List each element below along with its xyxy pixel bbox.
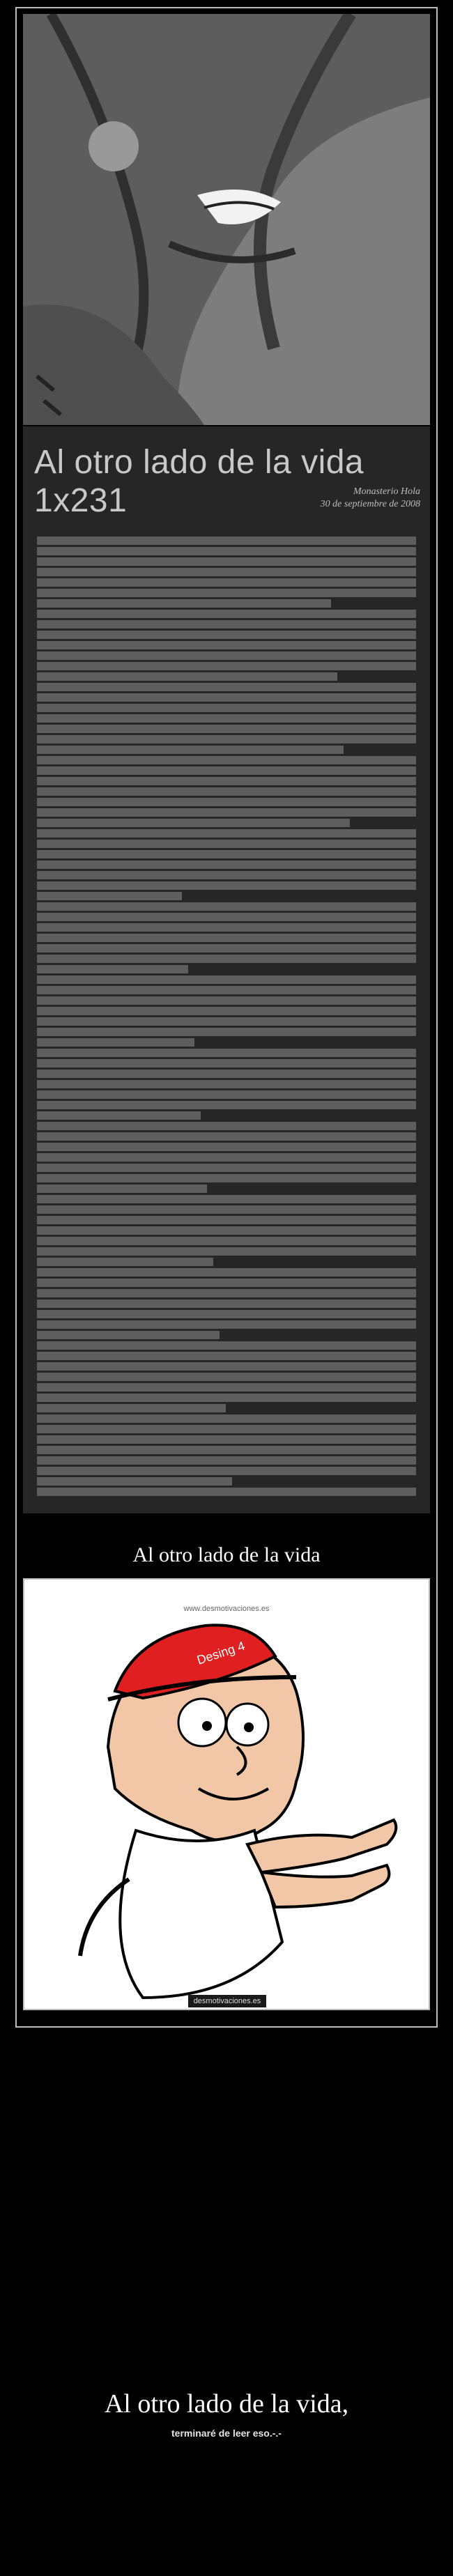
- story-text-line: [37, 1237, 416, 1245]
- story-text-line: [37, 1017, 416, 1026]
- story-text-line: [37, 996, 416, 1005]
- story-text-line: [37, 1195, 416, 1203]
- story-text-line: [37, 1205, 416, 1214]
- story-text-line: [37, 1226, 416, 1235]
- story-text-line: [37, 1049, 416, 1057]
- story-text-line: [37, 547, 416, 555]
- story-text-line: [37, 1331, 220, 1339]
- story-text-line: [37, 808, 416, 817]
- story-text-line: [37, 725, 416, 733]
- story-text-block: [23, 524, 430, 1513]
- story-text-line: [37, 1352, 416, 1360]
- story-text-line: [37, 1007, 416, 1015]
- story-text-line: [37, 1174, 416, 1182]
- story-text-line: [37, 1467, 416, 1475]
- story-text-line: [37, 1070, 416, 1078]
- story-text-line: [37, 1247, 416, 1256]
- story-text-line: [37, 1404, 226, 1412]
- story-text-line: [37, 693, 416, 702]
- story-text-line: [37, 672, 337, 681]
- story-text-line: [37, 1341, 416, 1350]
- meme-frame: [23, 1578, 430, 2010]
- story-text-line: [37, 1289, 416, 1297]
- svg-text:Desing 4: Desing 4: [195, 1638, 247, 1667]
- story-text-line: [37, 746, 344, 754]
- story-text-line: [37, 1279, 416, 1287]
- story-text-line: [37, 610, 416, 618]
- story-text-line: [37, 1373, 416, 1381]
- story-text-line: [37, 840, 416, 848]
- meme-character-illustration: [24, 1580, 429, 2009]
- story-text-line: [37, 955, 416, 963]
- story-text-line: [37, 1038, 194, 1047]
- story-text-line: [37, 902, 416, 911]
- story-text-line: [37, 589, 416, 597]
- zombie-illustration: [23, 14, 430, 425]
- story-text-line: [37, 986, 416, 994]
- story-text-line: [37, 1122, 416, 1130]
- story-text-line: [37, 714, 416, 723]
- story-title: Al otro lado de la vida 1x231: [34, 444, 364, 519]
- story-text-line: [37, 651, 416, 660]
- story-text-line: [37, 704, 416, 712]
- story-text-line: [37, 798, 416, 806]
- story-text-line: [37, 829, 416, 838]
- caption-title: Al otro lado de la vida: [132, 1543, 321, 1566]
- story-text-line: [37, 1111, 201, 1120]
- story-text-line: [37, 975, 416, 984]
- story-text-line: [37, 777, 416, 785]
- story-text-line: [37, 1383, 416, 1391]
- story-date: 30 de septiembre de 2008: [320, 499, 420, 509]
- story-text-line: [37, 1299, 416, 1308]
- site-url: www.desmotivaciones.es: [183, 1605, 270, 1613]
- story-text-line: [37, 1059, 416, 1067]
- story-text-line: [37, 934, 416, 942]
- story-text-line: [37, 913, 416, 921]
- story-text-line: [37, 1320, 416, 1329]
- footer-title: Al otro lado de la vida,: [104, 2389, 349, 2419]
- story-text-line: [37, 537, 416, 545]
- story-text-line: [37, 944, 416, 952]
- story-text-line: [37, 1216, 416, 1224]
- story-text-line: [37, 1435, 416, 1444]
- story-text-line: [37, 1132, 416, 1141]
- story-text-line: [37, 861, 416, 869]
- story-text-line: [37, 881, 416, 890]
- watermark: desmotivaciones.es: [188, 1995, 266, 2007]
- story-text-line: [37, 1394, 416, 1402]
- story-text-line: [37, 1477, 232, 1486]
- story-text-line: [37, 641, 416, 649]
- story-text-line: [37, 1101, 416, 1109]
- story-header: [23, 426, 430, 524]
- footer-subtitle: terminaré de leer eso.-.-: [171, 2428, 282, 2439]
- story-text-line: [37, 557, 416, 566]
- story-text-line: [37, 1425, 416, 1433]
- story-text-line: [37, 766, 416, 775]
- story-text-line: [37, 683, 416, 691]
- story-text-line: [37, 1153, 416, 1162]
- story-text-line: [37, 1310, 416, 1318]
- story-text-line: [37, 1080, 416, 1088]
- story-text-line: [37, 568, 416, 576]
- story-text-line: [37, 892, 182, 900]
- story-text-line: [37, 599, 331, 608]
- story-text-line: [37, 965, 188, 973]
- story-text-line: [37, 871, 416, 879]
- story-text-line: [37, 787, 416, 796]
- story-text-line: [37, 1414, 416, 1423]
- story-text-line: [37, 1164, 416, 1172]
- story-text-line: [37, 1028, 416, 1036]
- story-text-line: [37, 756, 416, 764]
- story-text-line: [37, 1185, 207, 1193]
- story-text-line: [37, 1143, 416, 1151]
- story-text-line: [37, 850, 416, 858]
- story-text-line: [37, 662, 416, 670]
- story-text-line: [37, 1268, 416, 1277]
- story-text-line: [37, 1446, 416, 1454]
- story-author: Monasterio Hola: [353, 486, 420, 497]
- story-text-line: [37, 620, 416, 628]
- story-text-line: [37, 631, 416, 639]
- story-text-line: [37, 1456, 416, 1465]
- story-text-line: [37, 923, 416, 932]
- story-text-line: [37, 819, 350, 827]
- story-text-line: [37, 1090, 416, 1099]
- story-text-line: [37, 578, 416, 587]
- story-text-line: [37, 1488, 416, 1496]
- story-text-line: [37, 1258, 213, 1266]
- story-text-line: [37, 735, 416, 743]
- story-text-line: [37, 1362, 416, 1371]
